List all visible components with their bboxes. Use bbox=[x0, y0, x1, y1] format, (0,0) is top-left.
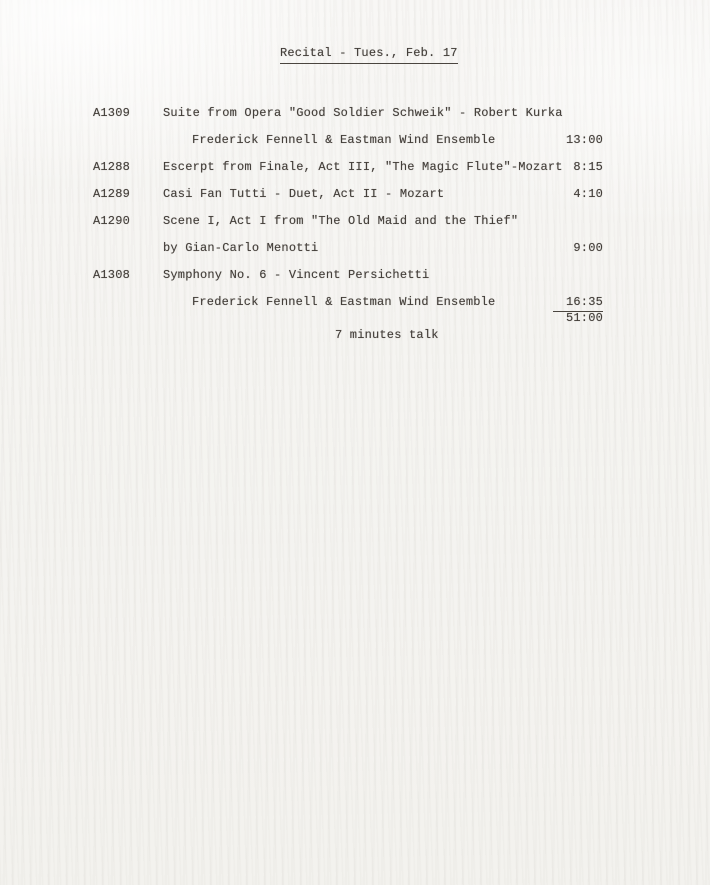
composer-line: by Gian-Carlo Menotti bbox=[163, 241, 319, 255]
work-title: Escerpt from Finale, Act III, "The Magic Flute"-Mozart bbox=[163, 160, 563, 174]
work-title: Casi Fan Tutti - Duet, Act II - Mozart bbox=[163, 187, 445, 201]
catalog-number: A1290 bbox=[93, 214, 131, 228]
program-row bbox=[0, 294, 710, 310]
item-duration: 16:35 bbox=[553, 294, 603, 312]
catalog-number: A1309 bbox=[93, 106, 131, 120]
item-duration: 9:00 bbox=[573, 241, 603, 255]
note-row bbox=[0, 327, 710, 343]
program-row bbox=[0, 267, 710, 283]
talk-note: 7 minutes talk bbox=[335, 328, 439, 342]
program-row bbox=[0, 213, 710, 229]
total-duration: 51:00 bbox=[565, 311, 603, 325]
program-row bbox=[0, 132, 710, 148]
item-duration: 8:15 bbox=[573, 160, 603, 174]
work-title: Symphony No. 6 - Vincent Persichetti bbox=[163, 268, 430, 282]
work-title: Suite from Opera "Good Soldier Schweik" - Robert Kurka bbox=[163, 106, 563, 120]
program-row bbox=[0, 186, 710, 202]
item-duration: 4:10 bbox=[573, 187, 603, 201]
total-row bbox=[0, 310, 710, 326]
catalog-number: A1289 bbox=[93, 187, 131, 201]
catalog-number: A1308 bbox=[93, 268, 131, 282]
catalog-number: A1288 bbox=[93, 160, 131, 174]
performer-line: Frederick Fennell & Eastman Wind Ensemble bbox=[192, 295, 496, 309]
page-title: Recital - Tues., Feb. 17 bbox=[280, 45, 458, 64]
item-duration: 13:00 bbox=[565, 133, 603, 147]
program-row bbox=[0, 105, 710, 121]
program-row bbox=[0, 159, 710, 175]
program-row bbox=[0, 240, 710, 256]
performer-line: Frederick Fennell & Eastman Wind Ensemble bbox=[192, 133, 496, 147]
work-title: Scene I, Act I from "The Old Maid and the Thief" bbox=[163, 214, 519, 228]
